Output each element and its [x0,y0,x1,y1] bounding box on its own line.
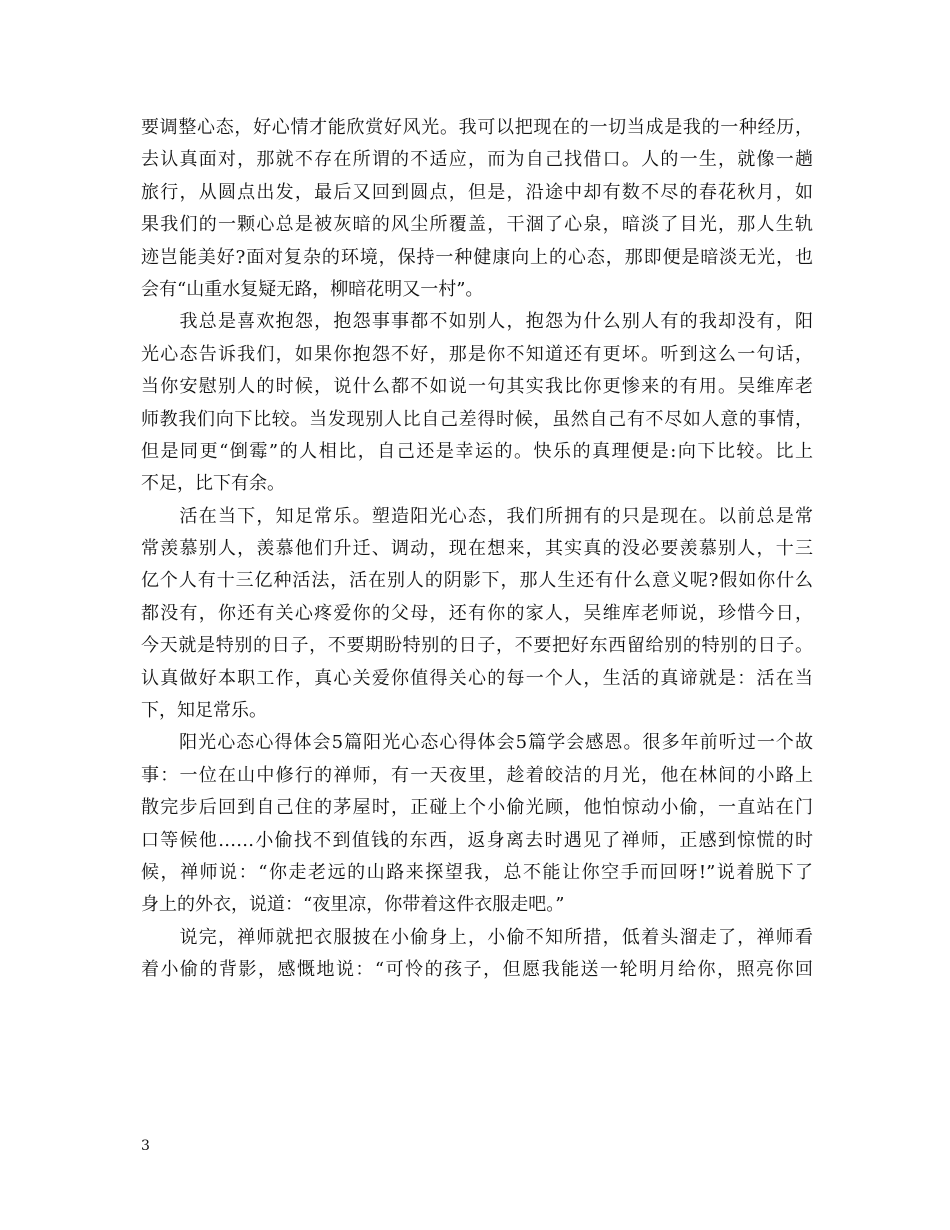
text-line: 散完步后回到自己住的茅屋时，正碰上个小偷光顾，他怕惊动小偷，一直站在门 [141,797,813,819]
text-line: 候，禅师说：“你走老远的山路来探望我，总不能让你空手而回呀!”说着脱下了 [141,861,813,883]
text-line: 但是同更“倒霉”的人相比，自己还是幸运的。快乐的真理便是:向下比较。比上 [141,440,813,462]
text-line: 会有“山重水复疑无路，柳暗花明又一村”。 [141,278,484,300]
text-line: 事：一位在山中修行的禅师，有一天夜里，趁着皎洁的月光，他在林间的小路上 [141,764,813,786]
body-text [141,112,813,987]
text-line: 说完，禅师就把衣服披在小偷身上，小偷不知所措，低着头溜走了，禅师看 [141,926,813,948]
text-line: 阳光心态心得体会5篇阳光心态心得体会5篇学会感恩。很多年前听过一个故 [141,732,813,754]
text-line: 迹岂能美好?面对复杂的环境，保持一种健康向上的心态，那即便是暗淡无光，也 [141,246,813,268]
text-line: 今天就是特别的日子，不要期盼特别的日子，不要把好东西留给别的特别的日子。 [141,635,813,657]
text-line: 要调整心态，好心情才能欣赏好风光。我可以把现在的一切当成是我的一种经历， [141,117,813,138]
text-line: 我总是喜欢抱怨，抱怨事事都不如别人，抱怨为什么别人有的我却没有，阳 [141,311,813,333]
text-line: 当你安慰别人的时候，说什么都不如说一句其实我比你更惨来的有用。吴维库老 [141,376,813,398]
text-line: 活在当下，知足常乐。塑造阳光心态，我们所拥有的只是现在。以前总是常 [141,505,813,527]
text-line: 常羡慕别人，羡慕他们升迁、调动，现在想来，其实真的没必要羡慕别人，十三 [141,538,813,560]
text-line: 口等候他……小偷找不到值钱的东西，返身离去时遇见了禅师，正感到惊慌的时 [141,829,813,851]
page-number: 3 [141,1138,150,1154]
text-line: 师教我们向下比较。当发现别人比自己差得时候，虽然自己有不尽如人意的事情， [141,408,813,430]
text-line: 亿个人有十三亿种活法，活在别人的阴影下，那人生还有什么意义呢?假如你什么 [141,570,813,592]
text-line: 不足，比下有余。 [141,473,285,495]
text-line: 光心态告诉我们，如果你抱怨不好，那是你不知道还有更坏。听到这么一句话， [141,343,813,365]
text-line: 下，知足常乐。 [141,700,267,722]
text-line: 都没有，你还有关心疼爱你的父母，还有你的家人，吴维库老师说，珍惜今日， [141,602,813,624]
text-line: 身上的外衣，说道：“夜里凉，你带着这件衣服走吧。” [141,894,565,916]
text-line: 着小偷的背影，感慨地说：“可怜的孩子，但愿我能送一轮明月给你，照亮你回 [141,959,813,981]
text-line: 果我们的一颗心总是被灰暗的风尘所覆盖，干涸了心泉，暗淡了目光，那人生轨 [141,214,813,236]
text-line: 认真做好本职工作，真心关爱你值得关心的每一个人，生活的真谛就是：活在当 [141,667,813,689]
text-line: 旅行，从圆点出发，最后又回到圆点，但是，沿途中却有数不尽的春花秋月，如 [141,181,813,203]
text-line: 去认真面对，那就不存在所谓的不适应，而为自己找借口。人的一生，就像一趟 [141,149,813,171]
